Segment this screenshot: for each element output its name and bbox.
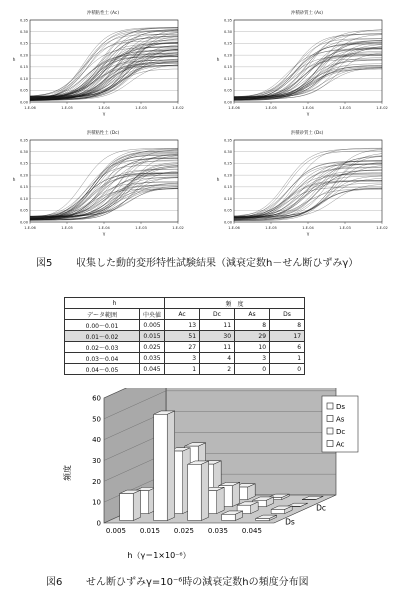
value-cell: 0 [235,364,270,375]
panel-dc [8,126,188,236]
y-tick-label: 0.05 [19,88,28,93]
y-tick-label: 0.10 [19,196,28,201]
range-cell: 0.02～0.03 [65,342,140,353]
y-tick-label: 0.30 [223,150,232,155]
depth-label: Ds [285,517,295,527]
y-tick-label: 0.25 [19,161,28,166]
y-tick-label: 0.25 [223,161,232,166]
legend-label: Ac [336,440,345,449]
y-tick-label: 0.20 [223,173,232,178]
soil-header-ds: Ds [270,309,305,320]
curve-family [234,148,382,221]
y-tick-label: 0.05 [19,208,28,213]
x-tick-label: 1.E-03 [135,106,147,110]
range-cell: 0.03～0.04 [65,353,140,364]
value-cell: 1 [165,364,200,375]
table-row [65,331,305,342]
depth-label: Dc [316,503,327,513]
data-curve [234,164,382,218]
x-tick-label: 1.E-05 [61,226,73,230]
data-curve [234,161,382,217]
value-cell: 51 [165,331,200,342]
x-tick-label: 0.005 [105,527,126,535]
figure6-title: せん断ひずみγ=10⁻⁶時の減衰定数hの頻度分布図 [86,577,309,588]
y-tick-label: 0.35 [19,18,28,23]
x-tick-label: 1.E-04 [302,226,314,230]
value-cell: 2 [200,364,235,375]
soil-header-as: As [235,309,270,320]
y-tick-label: 0.00 [19,220,28,225]
y-axis-label: h [12,58,16,63]
data-curve [30,173,178,218]
panel-title: 沖積砂質土 (As) [290,11,324,16]
mid-cell: 0.015 [140,331,165,342]
value-cell: 8 [235,320,270,331]
table-row [65,353,305,364]
x-tick-label: 1.E-03 [135,226,147,230]
value-cell: 6 [270,342,305,353]
data-curve [30,56,178,99]
y-tick-label: 0.20 [223,53,232,58]
x-tick-label: 1.E-06 [24,226,36,230]
y-tick-label: 0.10 [223,76,232,81]
y-tick-label: 60 [92,394,101,403]
value-cell: 8 [270,320,305,331]
x-axis-label: γ [306,112,310,116]
legend-label: Dc [336,428,346,436]
y-tick-label: 0.00 [223,100,232,105]
x-tick-label: 1.E-03 [339,226,351,230]
x-tick-label: 1.E-06 [24,106,36,110]
data-curve [234,41,382,100]
y-tick-label: 0.10 [19,76,28,81]
x-tick-label: 0.035 [207,527,228,535]
bar-ac-0.025 [188,461,209,521]
mid-cell: 0.045 [140,364,165,375]
data-curve [234,157,382,217]
y-tick-label: 20 [92,477,101,486]
frequency-header: 頻 度 [165,298,305,309]
value-cell: 11 [200,320,235,331]
data-curve [30,169,178,218]
legend-label: As [336,415,345,424]
value-cell: 0 [270,364,305,375]
data-curve [30,175,178,218]
x-tick-label: 0.025 [173,527,194,535]
data-curve [234,42,382,100]
panel-ac [8,6,188,116]
data-curve [234,149,382,218]
value-cell: 27 [165,342,200,353]
y-tick-label: 0.20 [19,53,28,58]
x-tick-label: 1.E-03 [339,106,351,110]
data-curve [30,165,178,217]
curve-family [30,27,178,100]
figure5-number: 図5 [36,258,53,269]
value-cell: 4 [200,353,235,364]
soil-header-dc: Dc [200,309,235,320]
x-axis-label: h（γ＝1×10⁻⁶） [127,551,191,560]
x-tick-label: 0.015 [139,527,160,535]
data-curve [30,169,178,218]
y-tick-label: 30 [92,457,101,465]
y-tick-label: 0.15 [223,185,232,190]
legend-swatch [327,403,333,409]
x-tick-label: 1.E-05 [265,106,277,110]
frequency-chart [54,388,364,563]
bar-ac-0.005 [120,490,141,520]
x-tick-label: 1.E-04 [98,106,110,110]
value-cell: 11 [200,342,235,353]
frequency-table [64,297,305,375]
bar-ac-0.015 [154,411,175,521]
y-tick-label: 40 [92,436,101,445]
table-row [65,364,305,375]
chart-legend [322,396,358,452]
x-tick-label: 1.E-04 [302,106,314,110]
x-tick-label: 1.E-05 [61,106,73,110]
panel-as [212,6,392,116]
figure5-title: 収集した動的変形特性試験結果（減衰定数h－せん断ひずみγ） [76,258,359,269]
x-tick-label: 1.E-06 [228,226,240,230]
mid-cell: 0.025 [140,342,165,353]
x-tick-label: 0.045 [241,527,262,535]
y-axis-label: h [216,178,220,183]
data-curve [234,56,382,97]
x-tick-label: 1.E-02 [172,106,184,110]
y-tick-label: 0.35 [223,138,232,143]
y-tick-label: 0.05 [223,208,232,213]
y-tick-label: 0.15 [19,65,28,70]
y-tick-label: 0.05 [223,88,232,93]
y-tick-label: 0.15 [223,65,232,70]
range-cell: 0.04～0.05 [65,364,140,375]
data-curve [30,43,178,97]
data-curve [30,177,178,220]
y-tick-label: 50 [92,415,101,424]
panel-title: 洪積粘性土 (Dc) [86,131,120,136]
y-axis-label: 頻度 [63,465,72,481]
y-tick-label: 0.20 [19,173,28,178]
y-axis-label: h [12,178,16,183]
data-curve [234,149,382,217]
figure6-caption [46,573,309,588]
y-tick-label: 0.15 [19,185,28,190]
y-tick-label: 10 [92,498,101,507]
y-tick-label: 0.00 [223,220,232,225]
value-cell: 30 [200,331,235,342]
curve-family [30,148,178,220]
figure6-number: 図6 [46,577,63,588]
data-curve [234,53,382,99]
data-curve [30,186,178,216]
table-row [65,320,305,331]
y-tick-label: 0.25 [19,41,28,46]
mid-cell: 0.035 [140,353,165,364]
data-curve [234,176,382,218]
panel-ds [212,126,392,236]
y-tick-label: 0.10 [223,196,232,201]
range-header: データ範囲 [65,309,140,320]
x-axis-label: γ [306,232,310,236]
x-tick-label: 1.E-02 [376,106,388,110]
x-tick-label: 1.E-02 [376,226,388,230]
data-curve [234,168,382,220]
data-curve [234,171,382,217]
data-curve [30,56,178,100]
y-tick-label: 0.25 [223,41,232,46]
h-header: h [65,298,165,309]
y-tick-label: 0.35 [223,18,232,23]
legend-swatch [327,416,333,422]
data-curve [30,30,178,101]
value-cell: 1 [270,353,305,364]
y-tick-label: 0.30 [223,30,232,35]
x-tick-label: 1.E-04 [98,226,110,230]
data-curve [30,178,178,217]
data-curve [234,187,382,218]
mid-cell: 0.005 [140,320,165,331]
value-cell: 3 [235,353,270,364]
y-tick-label: 0.30 [19,150,28,155]
x-axis-label: γ [102,232,106,236]
value-cell: 10 [235,342,270,353]
value-cell: 3 [165,353,200,364]
soil-header-ac: Ac [165,309,200,320]
value-cell: 13 [165,320,200,331]
figure5-caption [36,254,358,269]
table-row [65,342,305,353]
data-curve [30,47,178,96]
range-cell: 0.01～0.02 [65,331,140,342]
x-axis-label: γ [102,112,106,116]
panel-title: 洪積砂質土 (Ds) [290,131,324,136]
x-tick-label: 1.E-05 [265,226,277,230]
y-tick-label: 0.30 [19,30,28,35]
y-tick-label: 0.00 [19,100,28,105]
value-cell: 17 [270,331,305,342]
y-axis-label: h [216,58,220,63]
data-curve [234,156,382,217]
y-tick-label: 0 [96,519,101,528]
value-cell: 29 [235,331,270,342]
mid-header: 中央値 [140,309,165,320]
legend-swatch [327,441,333,447]
range-cell: 0.00～0.01 [65,320,140,331]
plot-frame [234,20,382,102]
y-tick-label: 0.35 [19,138,28,143]
panel-title: 沖積粘性土 (Ac) [86,11,120,16]
legend-swatch [327,428,333,434]
data-curve [234,54,382,100]
x-tick-label: 1.E-06 [228,106,240,110]
legend-label: Ds [336,403,346,411]
curve-family [234,30,382,101]
x-tick-label: 1.E-02 [172,226,184,230]
